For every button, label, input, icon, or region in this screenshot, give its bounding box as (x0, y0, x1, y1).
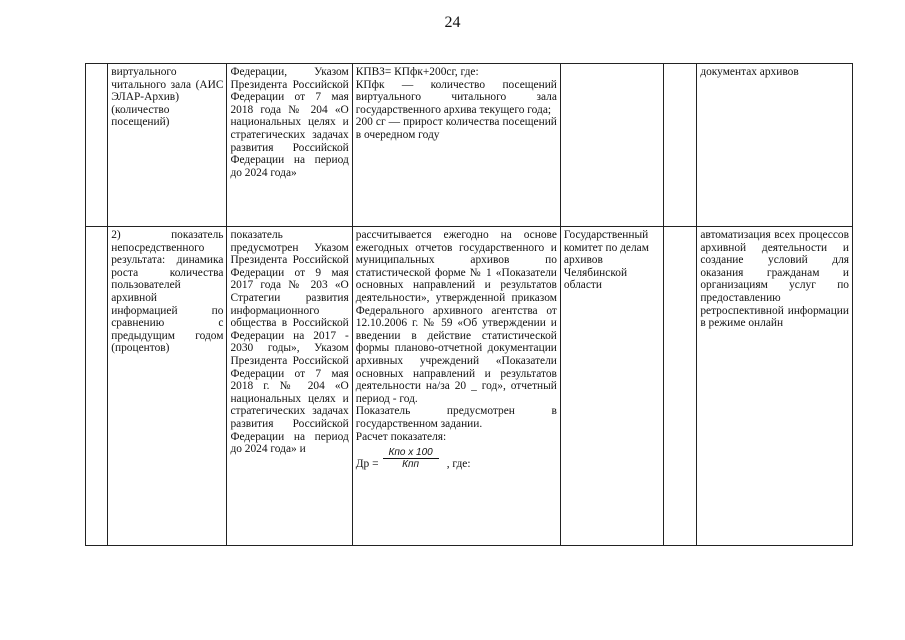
formula (356, 447, 557, 470)
row-number-cell (86, 64, 108, 227)
formula-lhs: Др = (355, 457, 379, 470)
formula-numerator: Кпо х 100 (383, 447, 439, 459)
calculation-method-cell (352, 227, 560, 546)
indicator-name-cell: 2) показатель непосредственного результата: динамика роста количества пользователей архивной информацией по сравнению с предыдущим годом (процентов) (108, 227, 227, 546)
expected-result-cell: документах архивов (697, 64, 853, 227)
responsible-body-cell: Государственный комитет по делам архивов Челябинской области (560, 227, 663, 546)
empty-cell (663, 227, 696, 546)
page-number: 24 (444, 14, 461, 31)
indicator-name-cell: виртуального читального зала (АИС ЭЛАР-Архив) (количество посещений) (108, 64, 227, 227)
indicators-table (85, 63, 853, 546)
expected-result-cell: автоматизация всех процессов архивной деятельности и создание условий для оказания гражданам и организациям услуг по предоставлению ретроспективной информации в режиме онлайн (697, 227, 853, 546)
formula-fraction (383, 447, 439, 470)
row-number-cell (86, 227, 108, 546)
table-row (86, 227, 853, 546)
responsible-body-cell (560, 64, 663, 227)
formula-tail: , где: (446, 457, 471, 470)
calculation-text: рассчитывается ежегодно на основе ежегодных отчетов государственного и муниципальных архивов по статистической форме № 1 «Показатели основных направлений и результатов деятельности», утвержденной приказом Федерального архивного агентства от 12.10.2006 г. № 59 «Об утверждении и введении в действие статистической формы планово-отчетной документации архивных учреждений «Показатели основных направлений и результатов деятельности на/за 20 _ год», отчетный период - год. Показатель предусмотрен в государственном задании. Расчет показателя: (355, 229, 557, 443)
formula-denominator: Кпп (402, 459, 420, 471)
table-row (86, 64, 853, 227)
legal-basis-cell: показатель предусмотрен Указом Президента Российской Федерации от 9 мая 2017 года № 203 «О Стратегии развития информационного общества в Российской Федерации на 2017 - 2030 годы», Указом Президента Российской Федерации от 7 мая 2018 г. № 204 «О национальных целях и стратегических задачах развития Российской Федерации на период до 2024 года» и (227, 227, 352, 546)
legal-basis-cell: Федерации, Указом Президента Российской Федерации от 7 мая 2018 года № 204 «О национальных целях и стратегических задачах развития Российской Федерации на период до 2024 года» (227, 64, 352, 227)
empty-cell (663, 64, 696, 227)
calculation-method-cell: КПВЗ= КПфк+200сг, где: КПфк — количество посещений виртуального читального зала государственного архива текущего года; 200 сг — прирост количества посещений в очередном году (352, 64, 560, 227)
